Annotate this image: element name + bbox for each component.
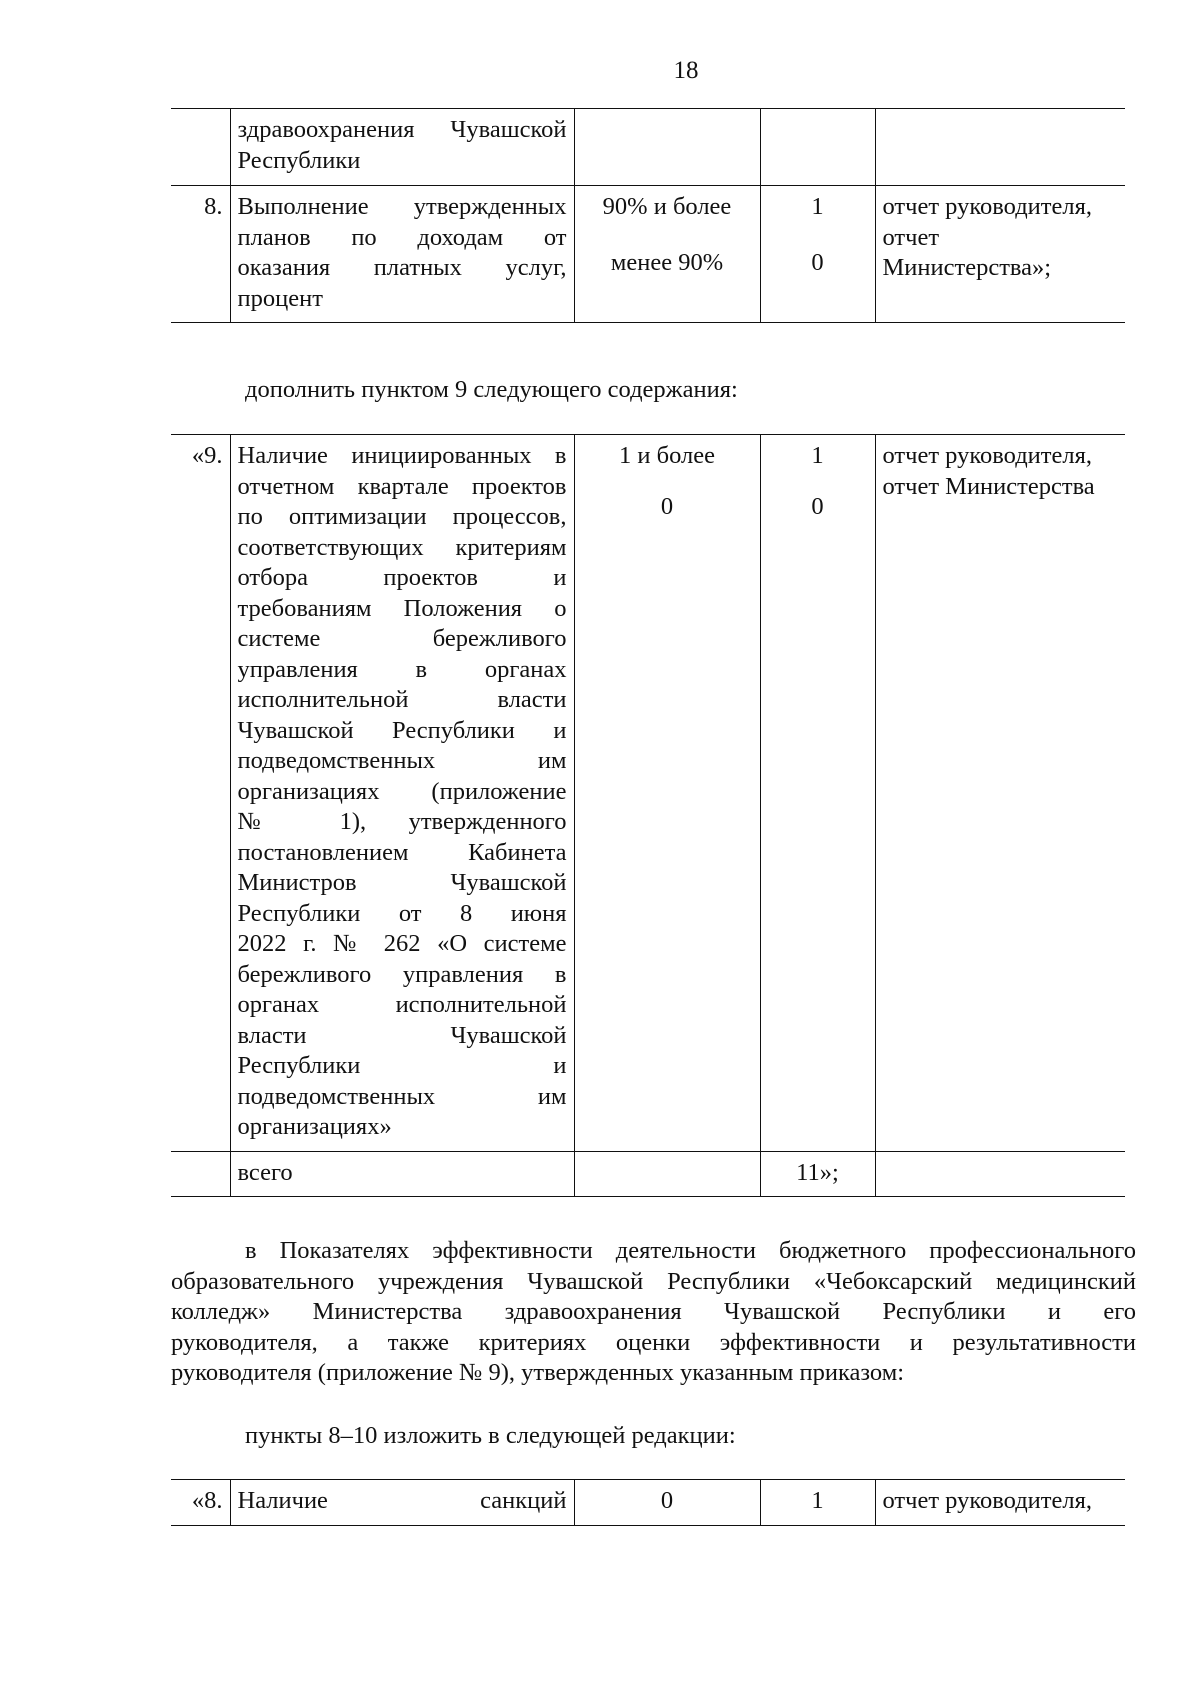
indicator-text: организациях (приложение	[237, 777, 567, 805]
indicators-table-continued	[171, 108, 1125, 323]
paragraph-add-item-9: дополнить пунктом 9 следующего содержания:	[245, 376, 738, 403]
score-text: 1	[760, 1480, 875, 1526]
criteria-text: менее 90%	[610, 248, 724, 276]
indicator-text: власти Чувашской	[237, 1021, 567, 1049]
paragraph-line: колледж» Министерства здравоохранения Чувашской Республики и его	[171, 1298, 1136, 1325]
indicator-text: организациях»	[237, 1113, 392, 1140]
paragraph-indicators	[171, 1236, 1136, 1389]
indicators-table-item-9	[171, 434, 1125, 1197]
row-number: «8.	[171, 1480, 230, 1526]
total-value: 11»;	[760, 1151, 875, 1197]
table-cell-source	[875, 1151, 1125, 1197]
source-text: отчет Министерства	[882, 472, 1095, 500]
indicator-text: бережливого управления в	[237, 960, 567, 988]
indicator-text: № 1), утвержденного	[237, 808, 567, 835]
table-row	[171, 435, 1125, 1152]
indicator-text: оказания платных услуг,	[237, 254, 567, 281]
indicators-table-college	[171, 1479, 1125, 1526]
table-cell-score	[760, 435, 875, 1152]
indicator-text: Министров Чувашской	[237, 869, 567, 896]
table-cell-number	[171, 1151, 230, 1197]
table-cell-criteria	[574, 435, 760, 1152]
indicator-text: исполнительной власти	[237, 686, 567, 713]
table-cell-source	[875, 186, 1125, 323]
indicator-text: Республики от 8 июня	[237, 899, 567, 927]
indicator-text: Республики	[237, 146, 361, 174]
paragraph-line: руководителя, а также критериях оценки эффективности и результативности	[171, 1328, 1136, 1356]
page-number: 18	[673, 57, 699, 84]
criteria-text: 90% и более	[602, 193, 732, 220]
paragraph-line: образовательного учреждения Чувашской Республики «Чебоксарский медицинский	[171, 1267, 1136, 1295]
indicator-text: Республики и	[237, 1052, 567, 1079]
table-cell-criteria	[574, 186, 760, 323]
indicator-text: управления в органах	[237, 655, 567, 683]
row-number: 8.	[171, 186, 230, 323]
indicator-text: подведомственных им	[237, 1082, 567, 1110]
source-text: отчет	[882, 223, 940, 251]
total-label: всего	[230, 1151, 574, 1197]
criteria-text: 0	[574, 1480, 760, 1526]
score-text: 0	[811, 248, 824, 276]
table-cell-score	[760, 186, 875, 323]
table-cell-indicator	[230, 1480, 574, 1526]
table-row	[171, 109, 1125, 186]
indicator-text: органах исполнительной	[237, 991, 567, 1018]
table-row-total	[171, 1151, 1125, 1197]
table-cell-criteria	[574, 1151, 760, 1197]
paragraph-line: руководителя (приложение № 9), утвержденных указанным приказом:	[171, 1359, 905, 1386]
criteria-text: 0	[660, 492, 674, 520]
source-text: отчет руководителя,	[882, 193, 1092, 220]
table-cell-source	[875, 109, 1125, 186]
table-row	[171, 1480, 1125, 1526]
indicator-text: Выполнение утвержденных	[237, 193, 567, 220]
table-cell-number	[171, 109, 230, 186]
table-cell-score	[760, 109, 875, 186]
table-cell-source	[875, 435, 1125, 1152]
paragraph-line: в Показателях эффективности деятельности бюджетного профессионального	[245, 1237, 1136, 1264]
indicator-text: отчетном квартале проектов	[237, 472, 567, 500]
source-text: отчет руководителя,	[882, 442, 1092, 469]
indicator-text: Наличие инициированных в	[237, 442, 567, 469]
score-text: 0	[811, 492, 824, 520]
indicator-text: Наличие санкций	[237, 1487, 567, 1514]
source-text: отчет руководителя,	[875, 1480, 1125, 1526]
source-text: Министерства»;	[882, 254, 1052, 281]
indicator-text: планов по доходам от	[237, 223, 567, 251]
table-cell-indicator	[230, 186, 574, 323]
indicator-text: отбора проектов и	[237, 564, 567, 591]
score-text: 1	[811, 442, 824, 469]
indicator-text: по оптимизации процессов,	[237, 503, 567, 530]
row-number: «9.	[171, 435, 230, 1152]
criteria-text: 1 и более	[619, 442, 715, 469]
score-text: 1	[811, 193, 824, 220]
indicator-text: процент	[237, 284, 323, 312]
indicator-text: постановлением Кабинета	[237, 838, 567, 866]
table-cell-criteria	[574, 109, 760, 186]
table-cell-indicator	[230, 109, 574, 186]
indicator-text: требованиям Положения о	[237, 594, 567, 622]
indicator-text: здравоохранения Чувашской	[237, 116, 567, 143]
table-cell-indicator	[230, 435, 574, 1152]
indicator-text: соответствующих критериям	[237, 533, 567, 561]
table-row	[171, 186, 1125, 323]
indicator-text: системе бережливого	[237, 625, 567, 652]
indicator-text: подведомственных им	[237, 747, 567, 774]
indicator-text: 2022 г. № 262 «О системе	[237, 930, 567, 957]
paragraph-items-8-10: пункты 8–10 изложить в следующей редакции:	[245, 1422, 736, 1449]
indicator-text: Чувашской Республики и	[237, 716, 567, 744]
